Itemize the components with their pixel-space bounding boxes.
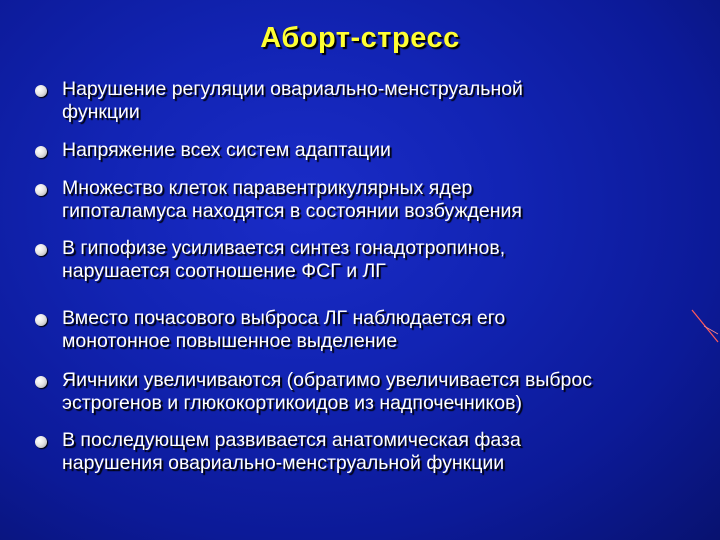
bullet-text: В гипофизе усиливается синтез гонадотропинов, нарушается соотношение ФСГ и ЛГ xyxy=(62,237,506,282)
decorative-line-icon xyxy=(690,308,720,348)
bullet-dot-icon xyxy=(35,244,47,256)
slide-title: Аборт-стресс xyxy=(260,22,460,54)
bullet-text: Множество клеток паравентрикулярных ядер гипоталамуса находятся в состоянии возбуждения xyxy=(62,177,522,222)
bullet-dot-icon xyxy=(35,85,47,97)
bullet-text: Напряжение всех систем адаптации xyxy=(62,139,391,161)
bullet-dot-icon xyxy=(35,376,47,388)
bullet-dot-icon xyxy=(35,146,47,158)
bullet-text: Нарушение регуляции овариально-менструальной функции xyxy=(62,78,523,123)
bullet-dot-icon xyxy=(35,436,47,448)
bullet-text: Яичники увеличиваются (обратимо увеличивается выброс эстрогенов и глюкокортикоидов из надпочечников) xyxy=(62,369,592,414)
bullet-dot-icon xyxy=(35,314,47,326)
bullet-text: Вместо почасового выброса ЛГ наблюдается его монотонное повышенное выделение xyxy=(62,307,506,352)
bullet-dot-icon xyxy=(35,184,47,196)
bullet-text: В последующем развивается анатомическая фаза нарушения овариально-менструальной функции xyxy=(62,429,521,474)
